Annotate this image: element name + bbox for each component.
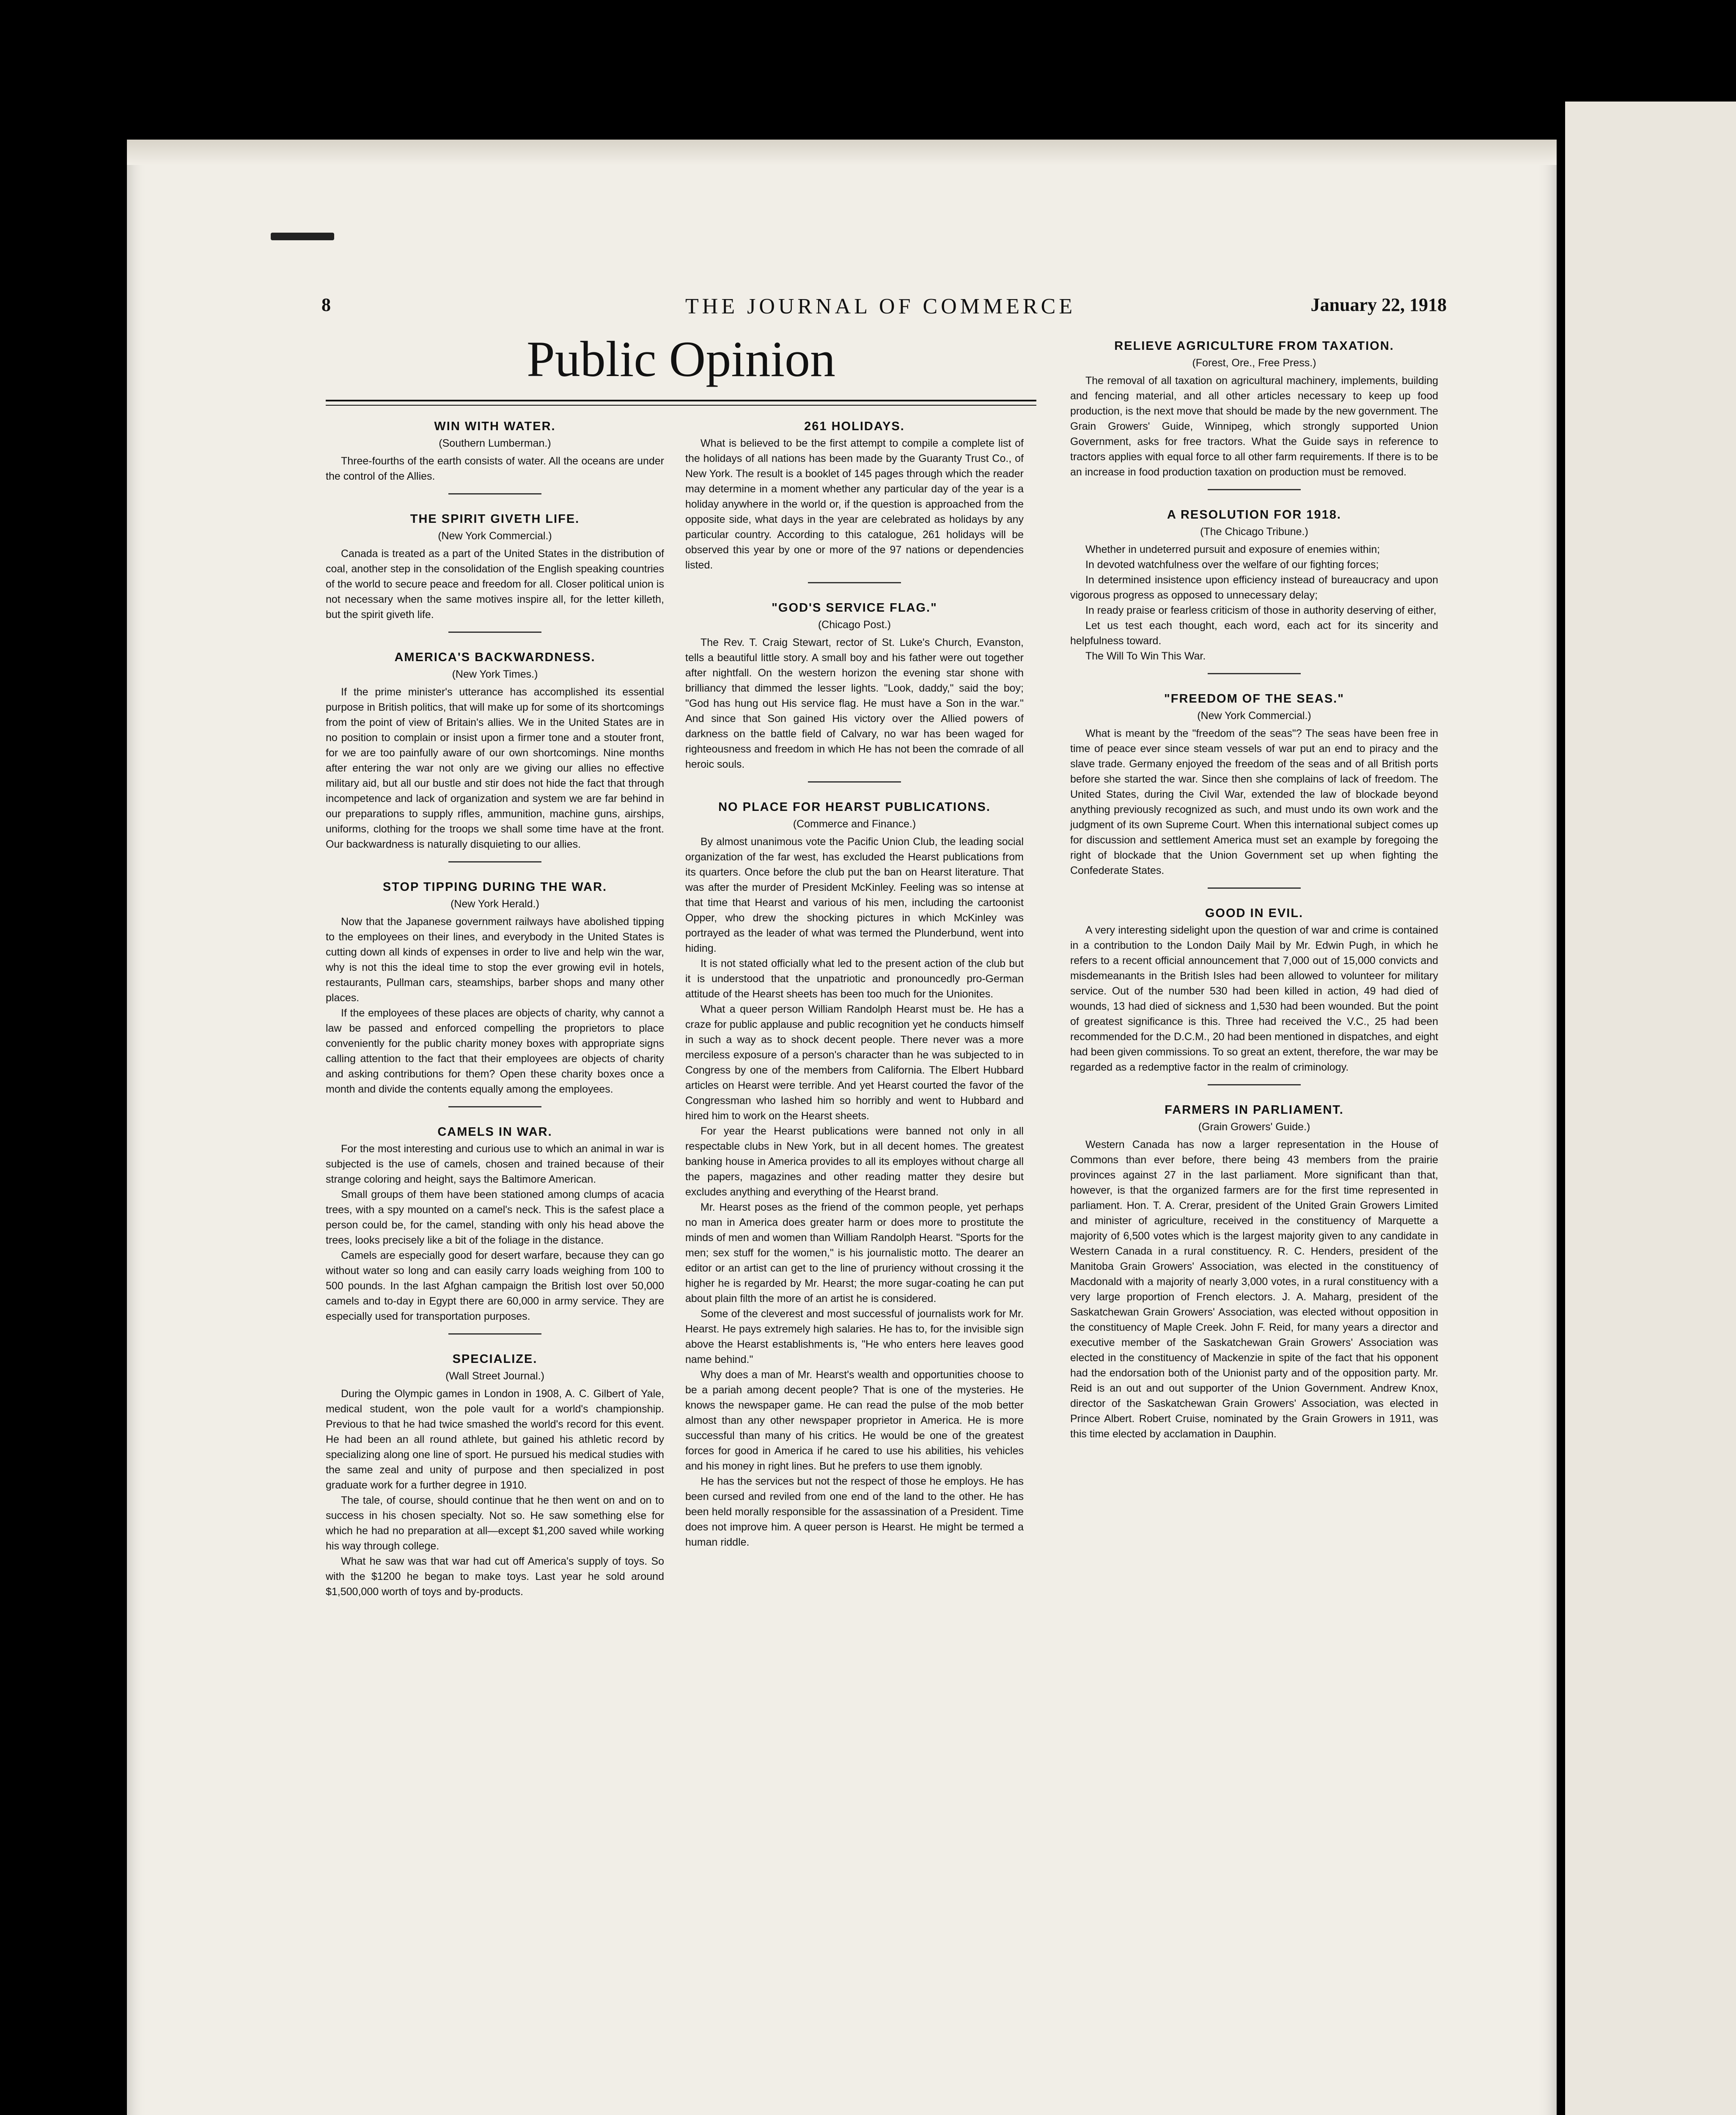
article-headline: AMERICA'S BACKWARDNESS. [394,651,596,664]
article-paragraph: Some of the cleverest and most successful of journalists work for Mr. Hearst. He pays extremely high salaries. He has to, for the invisible sign above the Hearst establishments is, "He who enters here leaves good name behind." [685,1308,1024,1365]
issue-date: January 22, 1918 [1310,294,1447,315]
article [326,1124,664,1335]
article-source: (New York Commercial.) [1197,710,1311,722]
article-headline: STOP TIPPING DURING THE WAR. [382,880,607,894]
article-separator [448,632,541,633]
article [685,419,1024,583]
article-separator [1208,1084,1301,1085]
article [326,419,664,494]
article-body [326,546,664,622]
article [1070,338,1438,490]
article-headline: GOOD IN EVIL. [1205,906,1304,920]
article-body [1070,1137,1438,1442]
article [326,511,664,633]
article-paragraph: Small groups of them have been stationed among clumps of acacia trees, with a spy mounted on a camel's neck. This is the safest place a person could be, for the camel, standing with only his head above the trees, looks precisely like a bit of the foliage in the distance. [326,1189,664,1246]
article [1070,507,1438,674]
article-body [1070,726,1438,878]
article-headline: "FREEDOM OF THE SEAS." [1164,692,1344,706]
article-paragraph: By almost unanimous vote the Pacific Union Club, the leading social organization of the far west, has excluded the Hearst publications from its quarters. Once before the club put the ban on Hearst literature. That was after the murder of President McKinley. Feeling was so intense at that time that Hearst and various of his men, including the cartoonist Opper, who drew the shocking pictures in which McKinley was portrayed as the leader of what was termed the Plunderbund, went into hiding. [685,836,1024,954]
article-paragraph: The tale, of course, should continue that he then went on and on to success in his chosen specialty. Not so. He saw something else for which he had no preparation at all—except $1,200 saved while working his way through college. [326,1494,664,1552]
article-separator [1208,887,1301,889]
article-paragraph: In determined insistence upon efficiency instead of bureaucracy and upon vigorous progress as opposed to unnecessary delay; [1070,574,1438,601]
article [685,600,1024,783]
article-paragraph: If the prime minister's utterance has accomplished its essential purpose in British politics, that will make up for some of its shortcomings from the point of view of Britain's allies. We in the United States are in no position to complain or insist upon a firmer tone and a stouter front, for we are too painfully aware of our own shortcomings. Nine months after entering the war not only are we giving our allies no effective military aid, but all our bustle and stir does not hide the fact that through incompetence and lack of organization and system we are far behind in our preparations to supply rifles, ammunition, machine guns, airships, uniforms, clothing for the troops we shall some time have at the front. Our backwardness is naturally disquieting to our allies. [326,686,664,850]
article-source: (The Chicago Tribune.) [1200,526,1308,538]
article-headline: RELIEVE AGRICULTURE FROM TAXATION. [1114,339,1394,353]
article-paragraph: Three-fourths of the earth consists of water. All the oceans are under the control of the Allies. [326,455,664,482]
article-paragraph: He has the services but not the respect of those he employs. He has been cursed and reviled from one end of the land to the other. He has been held morally responsible for the assassination of a President. Time does not improve him. A queer person is Hearst. He might be termed a human riddle. [685,1475,1024,1548]
article-paragraph: It is not stated officially what led to the present action of the club but it is understood that the unpatriotic and pronouncedly pro-German attitude of the Hearst sheets has been too much for the Unionites. [685,958,1024,1000]
article-separator [808,781,901,783]
article-headline: CAMELS IN WAR. [437,1125,552,1139]
article-headline: FARMERS IN PARLIAMENT. [1165,1103,1344,1117]
ink-smudge [271,233,334,240]
article-paragraph: Canada is treated as a part of the United States in the distribution of coal, another step in the consolidation of the English speaking countries of the world to secure peace and freedom for all. Closer political union is not necessary when the same motives inspire all, for the letter killeth, but the spirit giveth life. [326,548,664,621]
article-headline: NO PLACE FOR HEARST PUBLICATIONS. [718,800,991,814]
section-title: Public Opinion [526,331,836,387]
article-body [685,436,1024,573]
article-paragraph: Let us test each thought, each word, each act for its sincerity and helpfulness toward. [1070,620,1438,647]
article [1070,1102,1438,1442]
article-paragraph: For year the Hearst publications were banned not only in all respectable clubs in New York, but in all decent homes. The greatest banking house in America provides to all its employes without charge all the papers, magazines and other reading matter they desire but excludes anything and everything of the Hearst brand. [685,1125,1024,1198]
publication-title: THE JOURNAL OF COMMERCE [685,294,1076,319]
article [1070,906,1438,1085]
article-paragraph: If the employees of these places are objects of charity, why cannot a law be passed and enforced compelling the proprietors to place conveniently for the public charity money boxes with appropriate signs calling attention to the fact that their employees are objects of charity and asking contributions for them? Open these charity boxes once a month and divide the contents equally among the employees. [326,1007,664,1095]
article-body [326,914,664,1097]
article-paragraph: What is believed to be the first attempt to compile a complete list of the holidays of all nations has been made by the Guaranty Trust Co., of New York. The result is a booklet of 145 pages through which the reader may determine in a moment whether any particular day of the year is a holiday anywhere in the world or, if the question is approached from the opposite side, what days in the year are celebrated as holidays by any particular country. According to this catalogue, 261 holidays will be observed this year by one or more of the 97 nations or dependencies listed. [685,437,1024,571]
article-paragraph: Western Canada has now a larger representation in the House of Commons than ever before, there being 43 members from the prairie provinces against 27 in the last parliament. More significant than that, however, is that the organized farmers are for the first time represented in parliament. Hon. T. A. Crerar, president of the United Grain Growers Limited and minister of agriculture, received in the constituency of Marquette a majority of 6,500 votes which is the largest majority given to any candidate in Western Canada in a rural constituency. R. C. Henders, president of the Manitoba Grain Growers' Association, was elected in the constituency of Macdonald with a majority of nearly 3,000 votes, in a rural constituency with a very large proportion of French electors. J. A. Maharg, president of the Saskatchewan Grain Growers' Association, was elected without opposition in the constituency of Maple Creek. John F. Reid, for many years a director and executive member of the Saskatchewan Grain Growers' Association was elected in the constituency of Mackenzie in spite of the fact that his opponent had the endorsation both of the Unionist party and of the opposition party. Mr. Reid is an out and out supporter of the Union Government. Andrew Knox, director of the Saskatchewan Grain Growers' Association, was elected in Prince Albert. Robert Cruise, nominated by the Grain Growers in 1911, was this time elected by acclamation in Dauphin. [1070,1139,1438,1440]
column-2 [685,419,1024,1567]
article-body [326,684,664,852]
article-paragraph: The Rev. T. Craig Stewart, rector of St. Luke's Church, Evanston, tells a beautiful little story. A small boy and his father were out together after nightfall. On the western horizon the evening star shone with brilliancy that dimmed the lesser lights. "Look, daddy," said the boy; "God has hung out His service flag. He must have a Son in the war." And since that Son gained His victory over the Allied powers of darkness on the battle field of Calvary, no war has been waged for righteousness and freedom in which He has not been the comrade of all heroic souls. [685,637,1024,770]
article-paragraph: A very interesting sidelight upon the question of war and crime is contained in a contribution to the London Daily Mail by Mr. Edwin Pugh, in which he refers to a recent official announcement that 7,000 out of 15,000 convicts and misdemeanants in the British Isles had been allowed to volunteer for military service. Out of the number 530 had been killed in action, 49 had died of wounds, 13 had died of sickness and 1,530 had been wounded. But the point of greatest significance is this. Three had received the V.C., 25 had been recommended for the D.C.M., 20 had been mentioned in dispatches, and eight had been given commissions. To so great an extent, therefore, the war may be regarded as a redemptive factor in the realm of criminology. [1070,924,1438,1073]
article-paragraph: Mr. Hearst poses as the friend of the common people, yet perhaps no man in America does greater harm or does more to prostitute the minds of men and women than William Randolph Hearst. "Sports for the men; sex stuff for the women," is his journalistic motto. The dearer an editor or an artist can get to the line of pruriency without crossing it the higher he is regarded by Mr. Hearst; the more sugar-coating he can put about plain filth the more of an artist he is considered. [685,1201,1024,1305]
article-headline: "GOD'S SERVICE FLAG." [772,601,937,615]
article [685,799,1024,1550]
column-3 [1070,338,1438,1459]
article-paragraph: In ready praise or fearless criticism of those in authority deserving of either, [1085,604,1437,616]
article-source: (Forest, Ore., Free Press.) [1192,357,1316,369]
article-paragraph: Now that the Japanese government railways have abolished tipping to the employees on their lines, and everybody in the United States is cutting down all kinds of expenses in order to live and help win the war, why is not this the ideal time to stop the ever growing evil in hotels, restaurants, Pullman cars, steamships, barber shops and many other places. [326,916,664,1004]
article-paragraph: For the most interesting and curious use to which an animal in war is subjected is the use of camels, chosen and trained because of their strange coloring and height, says the Baltimore American. [326,1143,664,1185]
article-body [1070,542,1438,664]
article-paragraph: What he saw was that war had cut off America's supply of toys. So with the $1200 he began to make toys. Last year he sold around $1,500,000 worth of toys and by-products. [326,1555,664,1598]
article-separator [1208,489,1301,490]
article-paragraph: The Will To Win This War. [1085,650,1206,662]
article [326,1351,664,1599]
article-headline: SPECIALIZE. [452,1352,538,1366]
article-paragraph: The removal of all taxation on agricultural machinery, implements, building and fencing material, and all other articles necessary to keep up food production, is the next move that should be made by the new government. The Grain Growers' Guide, Winnipeg, which strongly supported Union Government, asks for free tractors. What the Guide says in reference to tractors applies with equal force to all other farm requirements. If there is to be an increase in food production taxation on production must be removed. [1070,375,1438,478]
article-source: (New York Commercial.) [438,530,552,542]
article-headline: 261 HOLIDAYS. [804,420,905,433]
article-headline: A RESOLUTION FOR 1918. [1167,508,1341,522]
article-body [1070,923,1438,1075]
title-rule-thin [326,405,1036,406]
article-separator [448,1106,541,1107]
article [326,879,664,1107]
article-source: (Commerce and Finance.) [793,818,916,830]
article-separator [448,1333,541,1335]
article-source: (New York Times.) [452,668,538,680]
article [1070,691,1438,889]
article-source: (Wall Street Journal.) [445,1370,544,1382]
article-body [685,834,1024,1550]
article-paragraph: During the Olympic games in London in 1908, A. C. Gilbert of Yale, medical student, won the pole vault for a world's championship. Previous to that he had twice smashed the world's record for this event. He had been an all round athlete, but gained his athletic record by specializing along one line of sport. He pursued his medical studies with the same zeal and unity of purpose and then specialized in post graduate work for a further degree in 1910. [326,1388,664,1491]
article-separator [808,582,901,583]
article-separator [1208,673,1301,674]
article-source: (Chicago Post.) [818,619,891,631]
article-paragraph: What is meant by the "freedom of the seas"? The seas have been free in time of peace ever since steam vessels of war put an end to piracy and the slave trade. Germany enjoyed the freedom of the seas and of all British ports before she started the war. Since then she complains of lack of freedom. The United States, during the Civil War, extended the law of blockade beyond anything previously recognized as such, and must undo its own work and the judgment of its own Supreme Court. When this international subject comes up for discussion and settlement America must set an example by foregoing the right of blockade that the Union Government set up when fighting the Confederate States. [1070,728,1438,876]
article-body [685,635,1024,772]
page-number: 8 [321,294,331,315]
article-paragraph: Whether in undeterred pursuit and exposure of enemies within; [1085,544,1380,555]
article [326,650,664,862]
article-source: (New York Herald.) [450,898,539,910]
article-separator [448,861,541,862]
article-paragraph: What a queer person William Randolph Hearst must be. He has a craze for public applause and public recognition yet he conducts himself in such a way as to shock decent people. There never was a more merciless exposure of a person's character than he was subjected to in Congress by one of the members from California. The Elbert Hubbard articles on Hearst were terrible. And yet Hearst courted the favor of the Congressman who lashed him so horribly and went to Hubbard and hired him to work on the Hearst sheets. [685,1003,1024,1122]
article-body [1070,373,1438,480]
article-source: (Southern Lumberman.) [439,437,551,449]
page-header [321,294,1447,319]
article-headline: WIN WITH WATER. [434,420,556,433]
article-separator [448,493,541,494]
column-1 [326,419,664,1616]
adjacent-page-edge [1565,102,1736,2115]
article-paragraph: Camels are especially good for desert warfare, because they can go without water so long and can easily carry loads weighing from 100 to 500 pounds. In the last Afghan campaign the British lost over 50,000 camels and to-day in Egypt there are 60,000 in army service. They are especially used for transportation purposes. [326,1250,664,1322]
article-paragraph: Why does a man of Mr. Hearst's wealth and opportunities choose to be a pariah among decent people? That is one of the mysteries. He knows the newspaper game. He can read the pulse of the mob better almost than any other newspaper proprietor in America. He is more successful than many of his critics. He would be one of the greatest forces for good in America if he cared to use his abilities, his vehicles and his money in right lines. But he prefers to use them ignobly. [685,1369,1024,1472]
article-paragraph: In devoted watchfulness over the welfare of our fighting forces; [1085,559,1379,571]
article-source: (Grain Growers' Guide.) [1198,1121,1310,1133]
article-headline: THE SPIRIT GIVETH LIFE. [410,512,580,526]
title-rule [326,400,1036,401]
article-body [326,1386,664,1599]
article-body [326,453,664,484]
article-body [326,1141,664,1324]
